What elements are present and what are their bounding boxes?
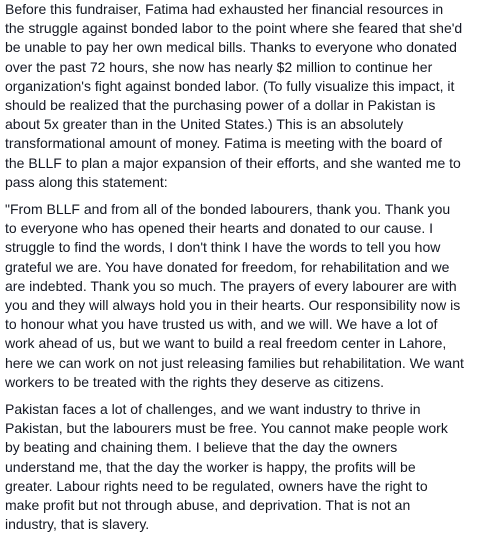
- text-line: the struggle against bonded labor to the point where she feared that she'd: [5, 20, 463, 37]
- text-line: the BLLF to plan a major expansion of their efforts, and she wanted me to: [5, 154, 461, 171]
- text-line: workers to be treated with the rights they deserve as citizens.: [5, 373, 384, 390]
- text-line: to honour what you have trusted us with, and we will. We have a lot of: [5, 316, 438, 333]
- text-line: should be realized that the purchasing power of a dollar in Pakistan is: [5, 97, 436, 114]
- text-line: be unable to pay her own medical bills. Thanks to everyone who donated: [5, 39, 457, 56]
- text-line: about 5x greater than in the United States.) This is an absolutely: [5, 116, 404, 133]
- text-line: Before this fundraiser, Fatima had exhausted her financial resources in: [5, 1, 444, 17]
- text-line: Pakistan faces a lot of challenges, and we want industry to thrive in: [5, 401, 421, 418]
- text-line: are indebted. Thank you so much. The prayers of every labourer are with: [5, 277, 457, 294]
- text-line: to everyone who has opened their hearts and donated to our cause. I: [5, 220, 434, 237]
- text-line: you and they will always hold you in their hearts. Our responsibility now is: [5, 297, 461, 314]
- text-line: greater. Labour rights need to be regulated, owners have the right to: [5, 477, 428, 494]
- post-paragraph-2: [5, 200, 487, 392]
- text-line: here we can work on not just releasing families but rehabilitation. We want: [5, 354, 464, 371]
- text-line: industry, that is slavery.: [5, 516, 150, 533]
- text-line: Pakistan, but the labourers must be free. You cannot make people work: [5, 420, 448, 437]
- text-line: make profit but not through abuse, and deprivation. That is not an: [5, 497, 411, 514]
- text-line: organization's fight against bonded labor. (To fully visualize this impact, it: [5, 77, 455, 94]
- text-line: pass along this statement:: [5, 173, 168, 190]
- post-paragraph-3: [5, 400, 487, 534]
- text-line: "From BLLF and from all of the bonded labourers, thank you. Thank you: [5, 201, 451, 218]
- text-line: over the past 72 hours, she now has nearly $2 million to continue her: [5, 58, 433, 75]
- text-line: struggle to find the words, I don't think I have the words to tell you how: [5, 239, 441, 256]
- post-paragraph-1: [5, 0, 487, 192]
- text-line: grateful we are. You have donated for freedom, for rehabilitation and we: [5, 258, 450, 275]
- text-line: by beating and chaining them. I believe that the day the owners: [5, 439, 398, 456]
- text-line: understand me, that the day the worker is happy, the profits will be: [5, 458, 416, 475]
- text-line: transformational amount of money. Fatima is meeting with the board of: [5, 135, 443, 152]
- text-line: work ahead of us, but we want to build a real freedom center in Lahore,: [5, 335, 447, 352]
